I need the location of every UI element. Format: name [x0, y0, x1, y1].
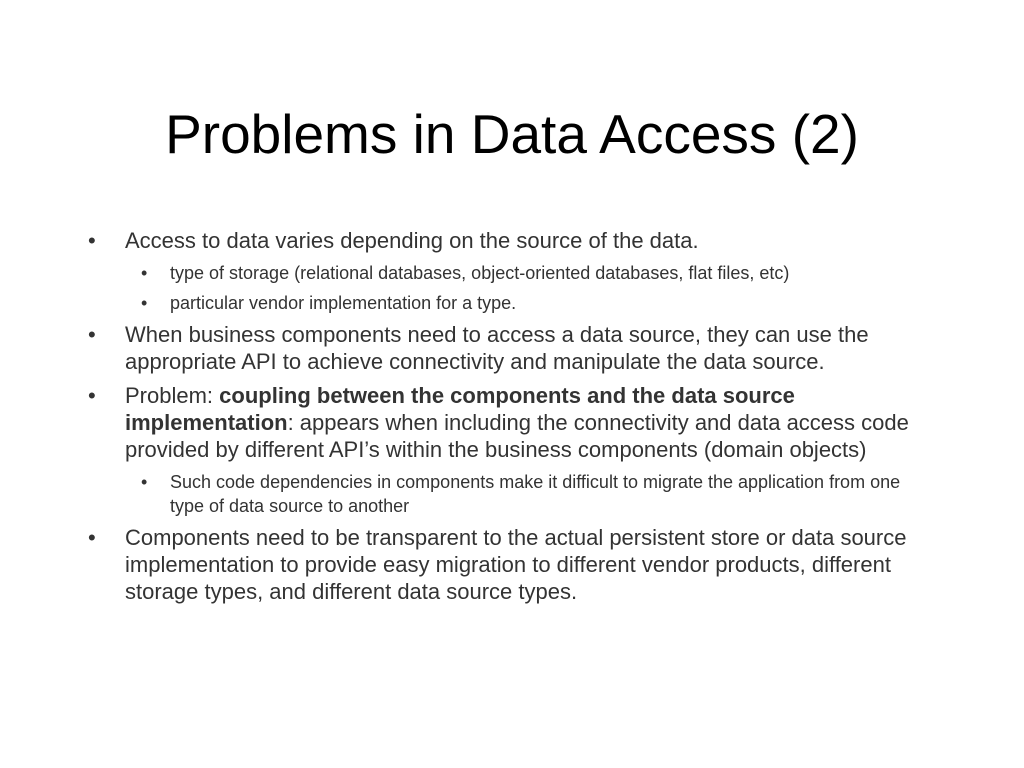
bullet-text-suffix: : appears when including the connectivity and data access code provided by different API’s within the business components (domain objects): [125, 410, 909, 462]
bullet-marker: •: [88, 383, 96, 408]
sub-bullet-text: type of storage (relational databases, object-oriented databases, flat files, etc): [170, 263, 790, 283]
bullet-marker: •: [88, 228, 96, 253]
bullet-text: When business components need to access a data source, they can use the appropriate API to achieve connectivity and manipulate the data source.: [125, 322, 869, 374]
sub-bullet-item-1-2: [141, 291, 912, 315]
bullet-item-2: [88, 321, 918, 375]
bullet-marker: •: [141, 263, 148, 283]
bullet-text: Components need to be transparent to the actual persistent store or data source implementation to provide easy migration to different vendor products, different storage types, and different data source types.: [125, 525, 907, 604]
bullet-marker: •: [88, 322, 96, 347]
slide-title: Problems in Data Access (2): [165, 103, 859, 165]
sub-bullet-item-1-1: [141, 261, 912, 285]
sub-bullet-text: particular vendor implementation for a type.: [170, 293, 517, 313]
bullet-text: Access to data varies depending on the source of the data.: [125, 228, 699, 253]
bullet-item-4: [88, 524, 918, 605]
bullet-text-bold: coupling between the components and the data source implementation: [125, 383, 795, 435]
bullet-marker: •: [88, 525, 96, 550]
sub-bullet-text: Such code dependencies in components make it difficult to migrate the application from one type of data source to another: [170, 472, 901, 516]
bullet-marker: •: [141, 293, 148, 313]
bullet-item-1: [88, 227, 918, 254]
bullet-item-3: [88, 382, 918, 463]
bullet-text-prefix: Problem:: [125, 383, 220, 408]
bullet-marker: •: [141, 472, 148, 492]
bullet-list: [88, 227, 918, 612]
sub-bullet-item-3-1: [141, 470, 912, 518]
